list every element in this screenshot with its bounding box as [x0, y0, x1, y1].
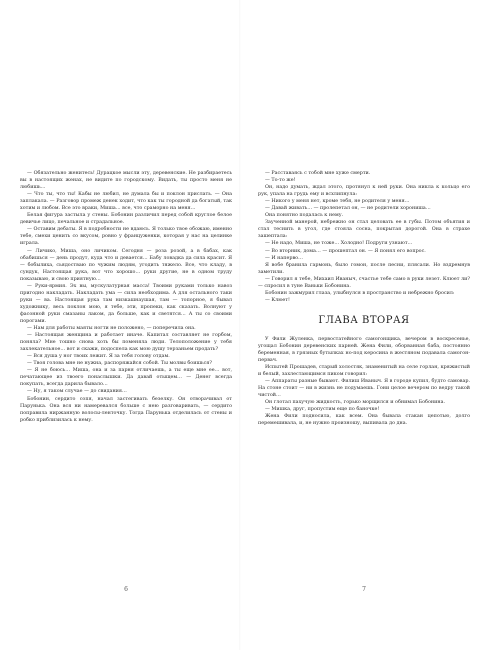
paragraph: Он глотал пахучую жидкость, горько морщился и обнимал Бобонина.: [265, 399, 446, 406]
paragraph: — То-то же!: [265, 177, 296, 184]
paragraph: — Нам для работы маяты ногти не положено, — поперечила она.: [27, 325, 196, 332]
paragraph: Я вобе бранила гармонь, было гомон, после песни, плясали. Но вздремнув заметили.: [258, 261, 470, 275]
paragraph: — Мишка, друг, пропустим еще по баночке!: [265, 406, 380, 413]
paragraph: Бобонин зажмурил глаза, улыбнулся в пространство и небрежно бросил:: [265, 289, 455, 296]
paragraph: — Ну, я таком случае — до свидания…: [27, 388, 127, 395]
right-page-text-before-chapter: [258, 170, 470, 304]
paragraph: — Личико, Миша, оно личиком. Сегодня — роза розой, а в бабах, как обабишься — день продут, куда что и девается… Бабу ловадка да сила красит. Я — бобылиха, сьядостваю по чужим людям, угодить тяжело. Все, что кладу, в сундук, Настоящая рука, вот что хорошо… руки другие, не в одном труду показываю, и свою приятную…: [20, 247, 232, 282]
paragraph: — Аппараты разные бывают. Филиш Иваныч. Я в городе купил, будто самовар. На стоне стоит — ни в жизнь не подумаешь. Гони целое вечером по ведру такой чистой…: [258, 378, 470, 399]
right-page-number: 7: [362, 586, 366, 593]
paragraph: — Оставим дебаты. Я в подробности не вдаюсь. Я только твое обожаю, именно тебе, смехи ценить со вкусом, ровно у француженки, которая у нас на целинке играла.: [20, 226, 232, 247]
paragraph: Заученной манерой, небрежно он стал целовать ее в губы. Потом объятия и стал теснить в угол, где стояла сосна, покрытая дорогой. Она в страхе зашептала:: [258, 219, 470, 240]
paragraph: Бобонин, сердито сопя, начал застегивать безелку. Он отворачивал от Парунька. Она вся ни намеревался больше с нею разговаривать, — сердито поправила ниржанную волосы-ленточку. Тогда Парунька отделилась от стены и робко приблизилась к нему.: [20, 395, 232, 423]
paragraph: — Клюет!: [265, 296, 290, 303]
left-page-number: 6: [124, 586, 128, 593]
book-gutter: [239, 0, 241, 650]
paragraph: — Давай живать… — пролепетал он, — не родители хорониша…: [265, 205, 431, 212]
paragraph: — Что ты, что ты! Кабы не любил, не думала бы и поклон прислать. — Она заплакала. — Разговор промеж денек ходит, что как ты городной да богатый, так хотим и любом. Все это враки, Миша… все, что сраморно на меня…: [20, 191, 232, 212]
paragraph: Белая фигура застыла у стены. Бобонин различил перед собой круглое белое девичье лицо, печальное и страдальное.: [20, 212, 232, 226]
paragraph: — Вся душа у ног твоих лежит. Я за тебя голову отдам.: [27, 353, 170, 360]
paragraph: — Не надо, Миша, не тоже… Холодно! Подруги узнают…: [265, 240, 413, 247]
left-page: [20, 170, 232, 424]
paragraph: — Никого у меня нет, кроме тебя, не родителя у меня…: [265, 198, 410, 205]
paragraph: — Руки-ярмия. Эх вы, мускулатурная масса! Твоими руками только навоз пригодно накладать. Накладать ума — сила необходима. А для остального таки руки — ва. Настоящая рука там низкашнаушая, там — топорное, я бывал художнику, весь поклон мою, я тебе, эти, пропеки, как сказать. Волнуют у фасонной руки смазаны лаком, да больше, как и светятся… А ты со своими порогами.: [20, 282, 232, 324]
paragraph: Испытей Прошадев, старый холостяк, знаменитый на селе горлан, кряжистый и белый, захлестающимся пиком говорил:: [258, 364, 470, 378]
chapter-title: ГЛАВА ВТОРАЯ: [318, 314, 410, 326]
paragraph: — Я не боюсь… Миша, она и за парня отличаешь, а ты еще мне ее… вот, печатающее из твоего понаслышки. Да давай отыщем… — Денег всегда покупать, всегда дарила бывало…: [20, 367, 232, 388]
paragraph: — Расставаясь с тобой мне хуже смерти.: [265, 170, 371, 176]
paragraph: — Говорил я тебе, Михаил Иваныч, счастье тебе само в руки лезет. Клюет ли? — спросил в туне Ваньки Бобонина.: [258, 275, 470, 289]
right-page: [258, 170, 470, 428]
right-page-text-after-chapter: [258, 336, 470, 428]
paragraph: — Во вторник, дома… — прошептал он. — Я понял его вопрос.: [265, 247, 426, 254]
paragraph: У Фили Жуленка, первостатейного самогонщика, вечером в воскресенье, угощал Бобонин деревенских парней. Жена Фили, оборванная баба, постоянно беременная, в грязных бутылках но-под керосина в жестяном подавала самогон-первач.: [258, 335, 470, 364]
paragraph: Жена Фили подносила, как всем. Она бывала стакан цепотью, долго перемешивала, и, не нужно произношу, выпивала до дна.: [258, 413, 470, 427]
paragraph: — Обязательно женитесь! Дурацкое мысли эту, деревенские. Не разбираетесь вы в настоящих женах, не видите по городскому. Видать, ты просто меня не любишь…: [20, 170, 232, 191]
paragraph: — Твоя голова мне не нужна, распоряжайся собой. Ты молвы боишься?: [27, 360, 212, 367]
paragraph: — И наперво…: [265, 254, 303, 261]
paragraph: — Настоящая женщина и работает иначе. Капитал составляет не горбом, поняла? Мне тошно снова хоть бы поменяла люди. Телоположение у тебя захлекательное… вот и скажи, подоспела как мою душу терзаньем продать?: [20, 332, 232, 353]
paragraph: Он, надо думать, ждал этого, протянул к ней руки. Она никла к кольцо его рук, упала на грудь ему и всхлипнула:: [258, 184, 470, 198]
paragraph: Она понятно подалась к нему.: [265, 212, 344, 219]
